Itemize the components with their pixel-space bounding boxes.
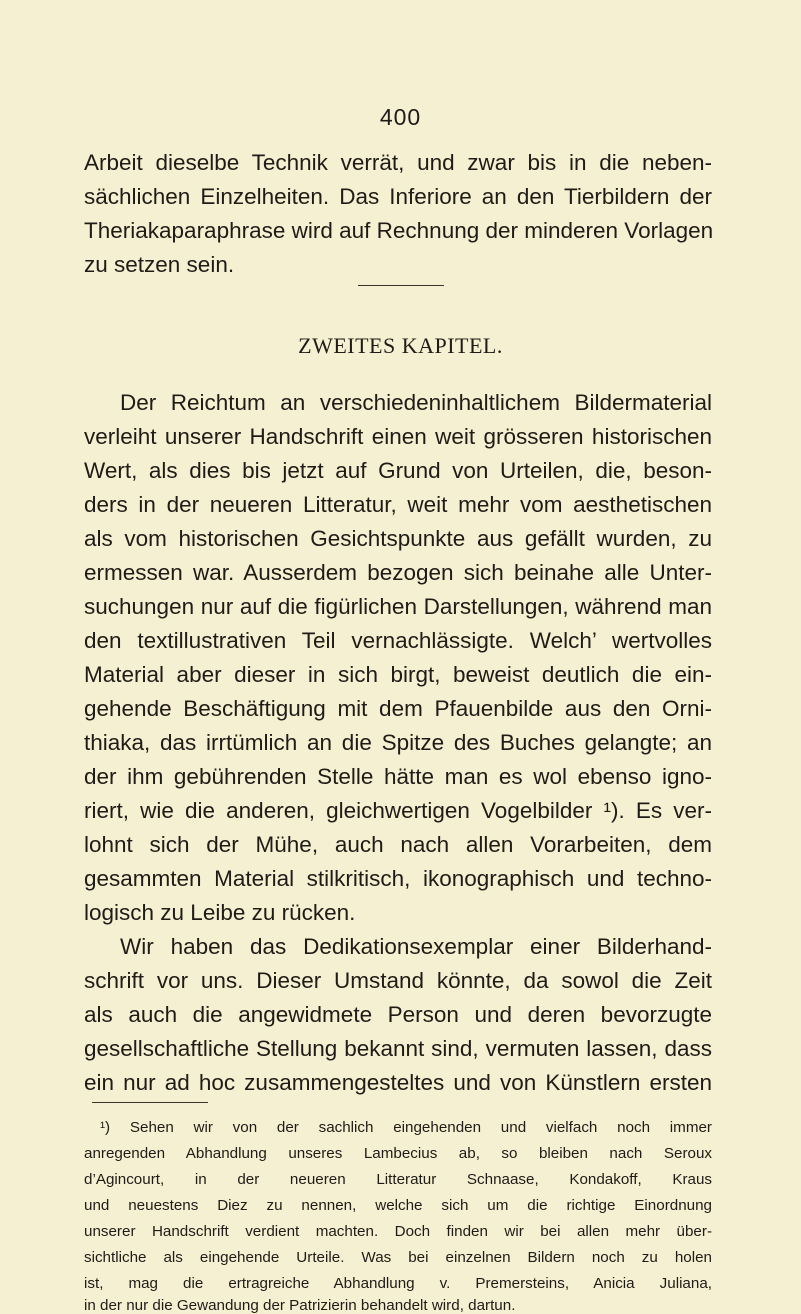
footnote-line: in der nur die Gewandung der Patrizierin behandelt wird, dartun.	[84, 1297, 516, 1314]
text-line: verleiht unserer Handschrift einen weit grösseren historischen	[84, 424, 712, 449]
text-line: Arbeit dieselbe Technik verrät, und zwar bis in die neben-	[84, 150, 712, 175]
text-line: Material aber dieser in sich birgt, beweist deutlich die ein-	[84, 662, 712, 687]
text-line: ermessen war. Ausserdem bezogen sich beinahe alle Unter-	[84, 560, 712, 585]
footnote-line: d’Agincourt, in der neueren Litteratur Schnaase, Kondakoff, Kraus	[84, 1171, 712, 1188]
footnote-line: anregenden Abhandlung unseres Lambecius ab, so bleiben nach Seroux	[84, 1145, 712, 1162]
text-line: Wert, als dies bis jetzt auf Grund von Urteilen, die, beson-	[84, 458, 712, 483]
footnote-line: ist, mag die ertragreiche Abhandlung v. Premersteins, Anicia Juliana,	[84, 1275, 712, 1292]
text-line: thiaka, das irrtümlich an die Spitze des Buches gelangte; an	[84, 730, 712, 755]
text-line: als vom historischen Gesichtspunkte aus gefällt wurden, zu	[84, 526, 712, 551]
text-line: riert, wie die anderen, gleichwertigen Vogelbilder ¹). Es ver-	[84, 798, 712, 823]
text-line: schrift vor uns. Dieser Umstand könnte, da sowol die Zeit	[84, 968, 712, 993]
footnote-line: unserer Handschrift verdient machten. Doch finden wir bei allen mehr über-	[84, 1223, 712, 1240]
text-line: gesammten Material stilkritisch, ikonographisch und techno-	[84, 866, 712, 891]
text-line: Theriakaparaphrase wird auf Rechnung der minderen Vorlagen	[84, 218, 714, 243]
chapter-heading: ZWEITES KAPITEL.	[298, 333, 503, 358]
footnote-line: und neuestens Diez zu nennen, welche sich um die richtige Einordnung	[84, 1197, 712, 1214]
text-line: als auch die angewidmete Person und deren bevorzugte	[84, 1002, 712, 1027]
text-line: ders in der neueren Litteratur, weit mehr vom aesthetischen	[84, 492, 712, 517]
text-line: Wir haben das Dedikationsexemplar einer Bilderhand-	[120, 934, 712, 959]
footnote-line: sichtliche als eingehende Urteile. Was bei einzelnen Bildern noch zu holen	[84, 1249, 712, 1266]
text-line: sächlichen Einzelheiten. Das Inferiore an den Tierbildern der	[84, 184, 712, 209]
text-line: zu setzen sein.	[84, 252, 235, 277]
section-divider	[358, 285, 444, 286]
text-line: gesellschaftliche Stellung bekannt sind, vermuten lassen, dass	[84, 1036, 712, 1061]
text-line: logisch zu Leibe zu rücken.	[84, 900, 356, 925]
text-line: Der Reichtum an verschiedeninhaltlichem Bildermaterial	[120, 390, 712, 415]
text-line: gehende Beschäftigung mit dem Pfauenbilde aus den Orni-	[84, 696, 712, 721]
text-line: lohnt sich der Mühe, auch nach allen Vorarbeiten, dem	[84, 832, 712, 857]
text-line: den textillustrativen Teil vernachlässigte. Welch’ wertvolles	[84, 628, 712, 653]
text-line: ein nur ad hoc zusammengesteltes und von Künstlern ersten	[84, 1070, 712, 1095]
footnote-line: ¹) Sehen wir von der sachlich eingehenden und vielfach noch immer	[100, 1119, 712, 1136]
footnote-divider	[92, 1102, 208, 1103]
text-line: suchungen nur auf die figürlichen Darstellungen, während man	[84, 594, 712, 619]
text-line: der ihm gebührenden Stelle hätte man es wol ebenso igno-	[84, 764, 712, 789]
page-number: 400	[379, 104, 422, 130]
